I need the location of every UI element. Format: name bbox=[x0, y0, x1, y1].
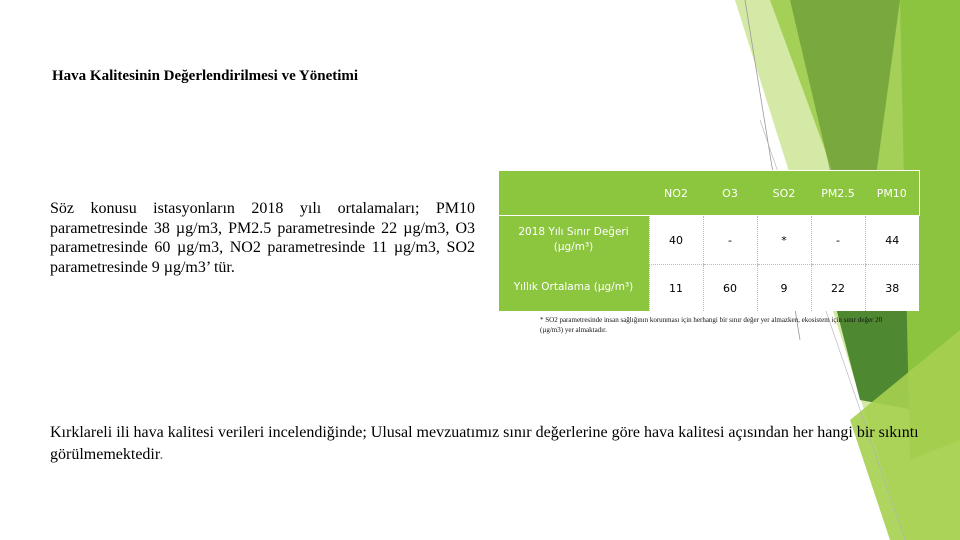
row-label: 2018 Yılı Sınır Değeri (µg/m³) bbox=[499, 216, 650, 265]
table-cell: 11 bbox=[649, 265, 703, 312]
conclusion-period: . bbox=[159, 446, 164, 463]
column-header: PM2.5 bbox=[811, 171, 865, 216]
table-cell: 22 bbox=[811, 265, 865, 312]
column-header: PM10 bbox=[865, 171, 919, 216]
table-cell: * bbox=[757, 216, 811, 265]
conclusion-text: Kırklareli ili hava kalitesi verileri incelendiğinde; Ulusal mevzuatımız sınır değerlerine göre hava kalitesi açısından her hangi bir sıkıntı görülmemektedir bbox=[50, 424, 919, 463]
column-header: SO2 bbox=[757, 171, 811, 216]
table-cell: - bbox=[703, 216, 757, 265]
intro-paragraph: Söz konusu istasyonların 2018 yılı ortalamaları; PM10 parametresinde 38 µg/m3, PM2.5 parametresinde 22 µg/m3, O3 parametresinde 60 µg/m3, NO2 parametresinde 11 µg/m3, SO2 parametresinde 9 µg/m3’ tür. bbox=[50, 200, 475, 276]
table-header-row bbox=[499, 171, 920, 216]
column-header: O3 bbox=[703, 171, 757, 216]
table-cell: 9 bbox=[757, 265, 811, 312]
table-corner-cell bbox=[499, 171, 650, 216]
table-cell: - bbox=[811, 216, 865, 265]
table-cell: 38 bbox=[865, 265, 919, 312]
table-cell: 44 bbox=[865, 216, 919, 265]
table-row bbox=[499, 216, 920, 265]
column-header: NO2 bbox=[649, 171, 703, 216]
table-row bbox=[499, 265, 920, 312]
table-footnote: * SO2 parametresinde insan sağlığının korunması için herhangi bir sınır değer yer almazken, ekosistem için sınır değer 20 (µg/m3) yer almaktadır. bbox=[540, 316, 883, 334]
table-cell: 40 bbox=[649, 216, 703, 265]
row-label: Yıllık Ortalama (µg/m³) bbox=[499, 265, 650, 312]
conclusion-paragraph bbox=[50, 422, 930, 466]
table-cell: 60 bbox=[703, 265, 757, 312]
page-title: Hava Kalitesinin Değerlendirilmesi ve Yönetimi bbox=[52, 68, 359, 84]
air-quality-table bbox=[498, 170, 920, 311]
